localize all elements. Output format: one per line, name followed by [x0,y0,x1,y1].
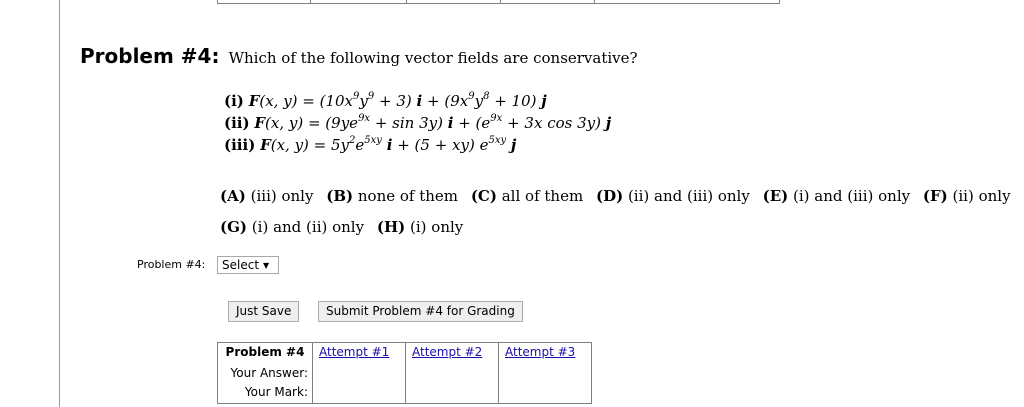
left-border [59,0,60,407]
choice-e: (E) (i) and (iii) only [762,187,911,205]
field-formula: F(x, $y) = (10x^9y^9 + 3) i + (9x^9y^8 + 10)$ j [248,91,547,110]
attempt-2-column [406,343,499,404]
submit-for-grading-button[interactable]: Submit Problem #4 for Grading [318,301,523,322]
vector-field-ii [224,114,611,132]
attempt-1-link[interactable]: Attempt #1 [319,345,390,359]
choice-g: (G) (i) and (ii) only [220,218,365,236]
attempt-1-column [313,343,406,404]
attempts-table-header: Problem #4 [225,345,305,359]
your-mark-label: Your Mark: [244,385,308,399]
attempts-table [217,342,592,404]
attempts-table-labels [218,343,313,404]
answer-select-value: Select [222,258,260,272]
field-formula: F(x, $y) = 5y^2e^{5xy}$ i + (5 + xy) $e^{5xy}$ j [260,135,517,154]
answer-select[interactable] [217,256,279,274]
choice-a: (A) (iii) only [220,187,314,205]
choice-d: (D) (ii) and (iii) only [595,187,750,205]
problem-heading [80,44,638,68]
vector-field-i [224,92,547,110]
field-label: (i) [224,92,244,110]
attempt-3-link[interactable]: Attempt #3 [505,345,576,359]
choice-b: (B) none of them [326,187,459,205]
triangle-down-icon: ▼ [263,261,270,270]
problem-question: Which of the following vector fields are conservative? [228,49,638,67]
answer-choices-row-2 [220,218,471,236]
attempt-3-column [499,343,592,404]
field-label: (iii) [224,136,256,154]
choice-f: (F) (ii) only [922,187,1011,205]
just-save-button[interactable]: Just Save [228,301,299,322]
answer-choices-row-1 [220,187,1019,205]
answer-label: Problem #4: [137,258,206,271]
previous-attempts-table-edge [217,0,780,4]
field-label: (ii) [224,114,250,132]
vector-field-iii [224,136,516,154]
problem-number: Problem #4: [80,44,220,68]
choice-c: (C) all of them [470,187,584,205]
your-answer-label: Your Answer: [230,366,308,380]
attempt-2-link[interactable]: Attempt #2 [412,345,483,359]
choice-h: (H) (i) only [376,218,464,236]
field-formula: F(x, $y) = (9ye^{9x} + \sin 3y) i + (e^{9x} + 3x$ cos 3y) j [254,113,612,132]
